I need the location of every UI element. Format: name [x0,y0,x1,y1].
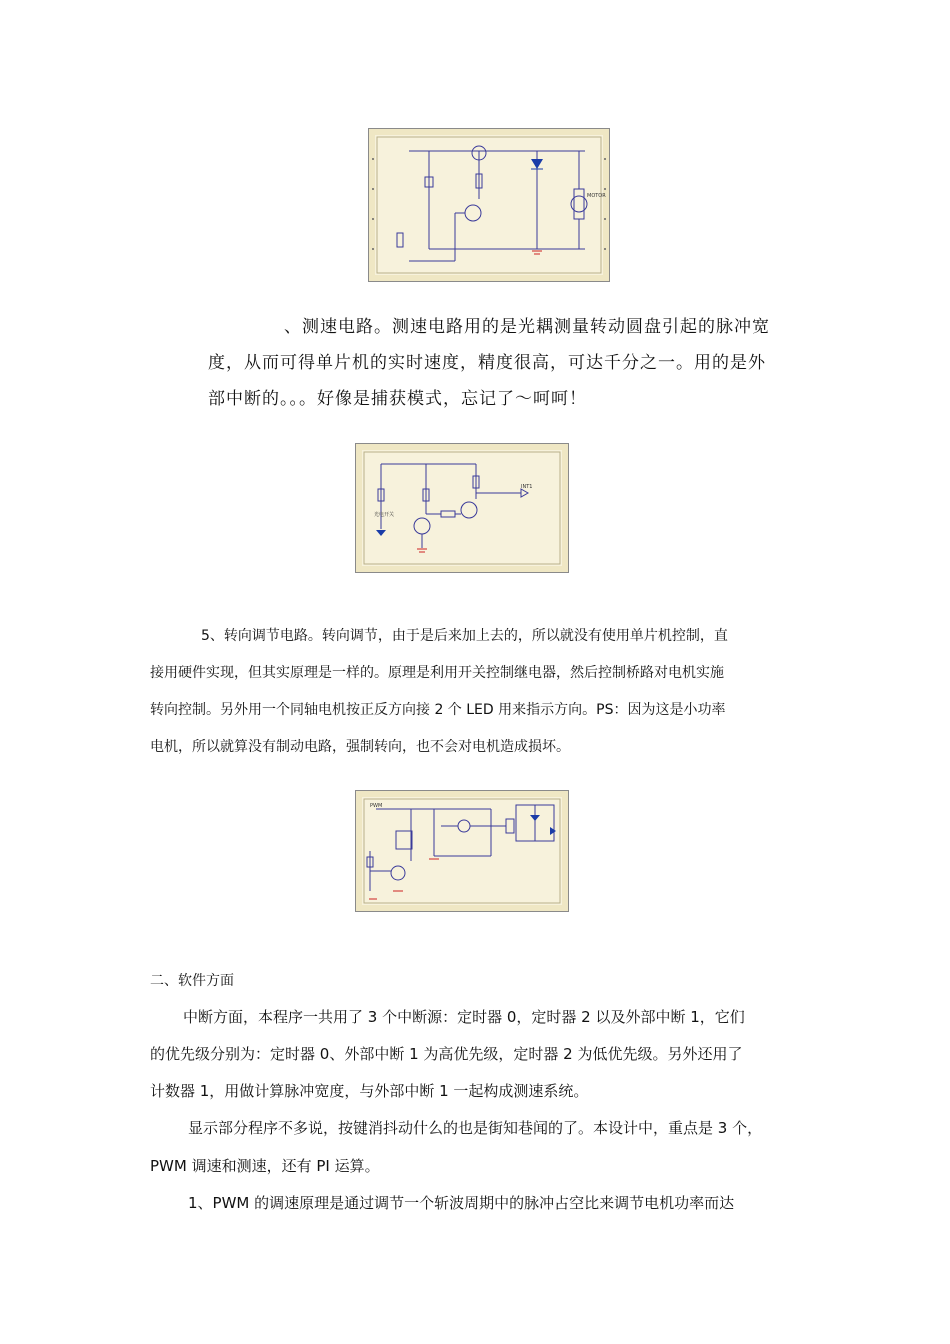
software-p1-line-1: 中断方面，本程序一共用了 3 个中断源：定时器 0，定时器 2 以及外部中断 1，它们 [183,1008,745,1026]
direction-schematic [356,791,568,911]
software-p2-line-1: 显示部分程序不多说，按键消抖动什么的也是街知巷闻的了。本设计中，重点是 3 个， [188,1119,763,1137]
direction-line-4: 电机，所以就算没有制动电路，强制转向，也不会对电机造成损坏。 [150,739,570,755]
int1-label: INT1 [521,484,533,490]
motor-label: MOTOR [587,193,606,199]
speed-line-1: 、测速电路。测速电路用的是光耦测量转动圆盘引起的脉冲宽 [284,317,770,337]
software-heading: 二、软件方面 [150,973,234,989]
software-p2-line-2: PWM 调速和测速，还有 PI 运算。 [150,1157,380,1175]
speed-line-2: 度，从而可得单片机的实时速度，精度很高，可达千分之一。用的是外 [208,353,766,373]
speed-sensor-schematic [356,444,568,572]
figure-motor-drive-circuit [368,128,610,282]
figure-speed-sensor-circuit [355,443,569,573]
software-p3-line-1: 1、PWM 的调速原理是通过调节一个斩波周期中的脉冲占空比来调节电机功率而达 [188,1194,735,1212]
pwm-label: PWM [370,803,383,809]
direction-line-1: 5、转向调节电路。转向调节，由于是后来加上去的，所以就没有使用单片机控制，直 [201,628,728,644]
figure-direction-circuit [355,790,569,912]
direction-line-2: 接用硬件实现，但其实原理是一样的。原理是利用开关控制继电器，然后控制桥路对电机实施 [150,665,724,681]
software-p1-line-3: 计数器 1，用做计算脉冲宽度，与外部中断 1 一起构成测速系统。 [150,1082,589,1100]
sensor-label: 光电开关 [374,512,395,518]
software-p1-line-2: 的优先级分别为：定时器 0、外部中断 1 为高优先级，定时器 2 为低优先级。另外还用了 [150,1045,743,1063]
speed-line-3: 部中断的。。。好像是捕获模式，忘记了～呵呵！ [208,389,587,409]
motor-drive-schematic [369,129,609,281]
direction-line-3: 转向控制。另外用一个同轴电机按正反方向接 2 个 LED 用来指示方向。PS：因为这是小功率 [150,702,726,718]
